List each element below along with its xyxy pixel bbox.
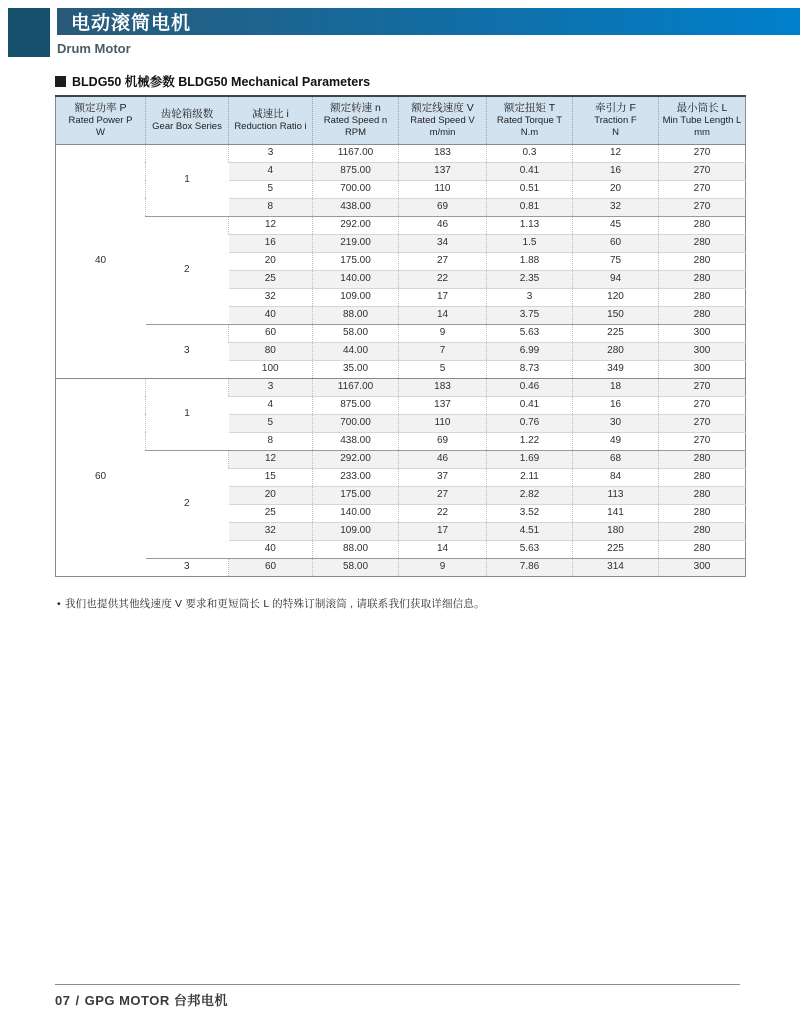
table-cell: 270 [659, 432, 746, 450]
footnote [57, 596, 485, 611]
table-cell: 300 [659, 342, 746, 360]
table-row [56, 558, 746, 576]
table-cell: 700.00 [313, 414, 399, 432]
gearbox-series-cell: 3 [146, 324, 229, 378]
table-cell: 2.35 [487, 270, 573, 288]
table-cell: 0.81 [487, 198, 573, 216]
table-cell: 69 [399, 198, 487, 216]
table-cell: 68 [573, 450, 659, 468]
gearbox-series-cell: 1 [146, 144, 229, 216]
table-cell: 3.75 [487, 306, 573, 324]
brand-color-square [8, 8, 50, 57]
table-header-cell: 额定扭矩 T Rated Torque T N.m [487, 96, 573, 144]
table-cell: 27 [399, 252, 487, 270]
table-cell: 25 [229, 504, 313, 522]
table-cell: 14 [399, 306, 487, 324]
table-cell: 1.13 [487, 216, 573, 234]
table-cell: 0.3 [487, 144, 573, 162]
table-cell: 80 [229, 342, 313, 360]
footer-divider [55, 984, 740, 985]
table-cell: 349 [573, 360, 659, 378]
footer [55, 990, 228, 1009]
table-row [56, 450, 746, 468]
table-cell: 438.00 [313, 432, 399, 450]
table-cell: 18 [573, 378, 659, 396]
section-heading-text: BLDG50 机械参数 BLDG50 Mechanical Parameters [72, 75, 371, 89]
table-cell: 12 [229, 216, 313, 234]
table-cell: 9 [399, 324, 487, 342]
table-cell: 30 [573, 414, 659, 432]
table-cell: 60 [229, 558, 313, 576]
table-cell: 32 [229, 522, 313, 540]
table-cell: 12 [229, 450, 313, 468]
table-cell: 60 [229, 324, 313, 342]
parameters-table [55, 95, 746, 577]
table-cell: 100 [229, 360, 313, 378]
table-cell: 4 [229, 396, 313, 414]
table-cell: 280 [659, 234, 746, 252]
table-cell: 94 [573, 270, 659, 288]
table-cell: 14 [399, 540, 487, 558]
table-cell: 6.99 [487, 342, 573, 360]
table-cell: 109.00 [313, 288, 399, 306]
table-cell: 69 [399, 432, 487, 450]
table-cell: 110 [399, 414, 487, 432]
table-cell: 20 [573, 180, 659, 198]
table-cell: 270 [659, 378, 746, 396]
table-cell: 40 [229, 540, 313, 558]
table-cell: 270 [659, 198, 746, 216]
table-cell: 280 [659, 468, 746, 486]
table-cell: 58.00 [313, 558, 399, 576]
table-cell: 292.00 [313, 216, 399, 234]
table-cell: 17 [399, 288, 487, 306]
table-cell: 270 [659, 396, 746, 414]
table-cell: 40 [229, 306, 313, 324]
table-cell: 109.00 [313, 522, 399, 540]
table-cell: 137 [399, 162, 487, 180]
rated-power-cell: 40 [56, 144, 146, 378]
table-cell: 16 [573, 162, 659, 180]
table-cell: 280 [659, 216, 746, 234]
table-cell: 113 [573, 486, 659, 504]
gearbox-series-cell: 2 [146, 216, 229, 324]
table-cell: 32 [573, 198, 659, 216]
table-cell: 3 [229, 378, 313, 396]
table-cell: 0.41 [487, 396, 573, 414]
section-heading [55, 72, 370, 90]
table-cell: 875.00 [313, 162, 399, 180]
table-cell: 60 [573, 234, 659, 252]
table-cell: 141 [573, 504, 659, 522]
table-header-cell: 额定线速度 V Rated Speed V m/min [399, 96, 487, 144]
table-cell: 5 [229, 180, 313, 198]
table-cell: 270 [659, 414, 746, 432]
table-cell: 3.52 [487, 504, 573, 522]
table-cell: 1.5 [487, 234, 573, 252]
table-cell: 88.00 [313, 306, 399, 324]
table-cell: 280 [659, 540, 746, 558]
table-cell: 280 [659, 486, 746, 504]
table-cell: 44.00 [313, 342, 399, 360]
table-cell: 0.51 [487, 180, 573, 198]
table-cell: 280 [659, 504, 746, 522]
table-cell: 300 [659, 360, 746, 378]
table-cell: 225 [573, 324, 659, 342]
table-cell: 300 [659, 324, 746, 342]
table-cell: 183 [399, 144, 487, 162]
table-cell: 7.86 [487, 558, 573, 576]
table-cell: 15 [229, 468, 313, 486]
page-number: 07 [55, 993, 71, 1008]
gearbox-series-cell: 2 [146, 450, 229, 558]
table-cell: 25 [229, 270, 313, 288]
table-cell: 280 [573, 342, 659, 360]
table-cell: 20 [229, 486, 313, 504]
table-header-cell: 减速比 i Reduction Ratio i [229, 96, 313, 144]
table-header-cell: 额定功率 P Rated Power P W [56, 96, 146, 144]
table-cell: 58.00 [313, 324, 399, 342]
table-cell: 8.73 [487, 360, 573, 378]
table-cell: 140.00 [313, 504, 399, 522]
table-cell: 270 [659, 180, 746, 198]
table-cell: 233.00 [313, 468, 399, 486]
square-bullet-icon [55, 76, 66, 87]
table-cell: 22 [399, 504, 487, 522]
table-cell: 9 [399, 558, 487, 576]
table-cell: 137 [399, 396, 487, 414]
table-cell: 1.88 [487, 252, 573, 270]
table-cell: 314 [573, 558, 659, 576]
table-cell: 183 [399, 378, 487, 396]
table-cell: 150 [573, 306, 659, 324]
table-cell: 27 [399, 486, 487, 504]
table-cell: 270 [659, 144, 746, 162]
table-cell: 88.00 [313, 540, 399, 558]
table-header [56, 96, 746, 144]
table-cell: 280 [659, 252, 746, 270]
footer-brand: GPG MOTOR 台邦电机 [84, 993, 228, 1008]
table-cell: 46 [399, 216, 487, 234]
table-cell: 12 [573, 144, 659, 162]
page-title: 电动滚筒电机 [71, 13, 192, 34]
table-cell: 5 [229, 414, 313, 432]
table-cell: 225 [573, 540, 659, 558]
table-cell: 875.00 [313, 396, 399, 414]
table-cell: 180 [573, 522, 659, 540]
table-cell: 49 [573, 432, 659, 450]
table-cell: 0.76 [487, 414, 573, 432]
table-cell: 37 [399, 468, 487, 486]
table-row [56, 144, 746, 162]
table-row [56, 216, 746, 234]
table-cell: 270 [659, 162, 746, 180]
footnote-text: 我们也提供其他线速度 V 要求和更短筒长 L 的特殊订制滚筒 , 请联系我们获取详细信息。 [64, 598, 485, 610]
table-cell: 34 [399, 234, 487, 252]
page-subtitle: Drum Motor [57, 41, 131, 56]
table-cell: 20 [229, 252, 313, 270]
table-cell: 0.41 [487, 162, 573, 180]
table-cell: 22 [399, 270, 487, 288]
table-cell: 5.63 [487, 324, 573, 342]
table-cell: 0.46 [487, 378, 573, 396]
table-cell: 280 [659, 522, 746, 540]
table-cell: 280 [659, 288, 746, 306]
table-cell: 16 [573, 396, 659, 414]
table-cell: 280 [659, 270, 746, 288]
table-cell: 35.00 [313, 360, 399, 378]
table-row [56, 378, 746, 396]
gearbox-series-cell: 3 [146, 558, 229, 576]
table-cell: 120 [573, 288, 659, 306]
table-cell: 110 [399, 180, 487, 198]
table-cell: 280 [659, 306, 746, 324]
table-cell: 280 [659, 450, 746, 468]
table-cell: 2.82 [487, 486, 573, 504]
table-cell: 175.00 [313, 486, 399, 504]
table-cell: 438.00 [313, 198, 399, 216]
table-cell: 17 [399, 522, 487, 540]
table-cell: 1167.00 [313, 144, 399, 162]
table-cell: 175.00 [313, 252, 399, 270]
table-cell: 700.00 [313, 180, 399, 198]
table-cell: 4 [229, 162, 313, 180]
table-cell: 8 [229, 432, 313, 450]
table-cell: 84 [573, 468, 659, 486]
table-header-cell: 最小筒长 L Min Tube Length L mm [659, 96, 746, 144]
table-cell: 16 [229, 234, 313, 252]
table-header-cell: 额定转速 n Rated Speed n RPM [313, 96, 399, 144]
table-cell: 7 [399, 342, 487, 360]
table-cell: 1.22 [487, 432, 573, 450]
table-cell: 8 [229, 198, 313, 216]
table-cell: 300 [659, 558, 746, 576]
table-cell: 45 [573, 216, 659, 234]
table-row [56, 324, 746, 342]
table-cell: 1.69 [487, 450, 573, 468]
footer-separator: / [75, 993, 80, 1008]
rated-power-cell: 60 [56, 378, 146, 576]
table-cell: 3 [229, 144, 313, 162]
table-cell: 140.00 [313, 270, 399, 288]
table-cell: 4.51 [487, 522, 573, 540]
table-body [56, 144, 746, 576]
table-cell: 75 [573, 252, 659, 270]
table-header-cell: 齿轮箱级数 Gear Box Series [146, 96, 229, 144]
footnote-bullet: • [57, 598, 61, 610]
table-cell: 5 [399, 360, 487, 378]
table-cell: 3 [487, 288, 573, 306]
table-cell: 5.63 [487, 540, 573, 558]
page-title-bar [57, 8, 800, 35]
table-cell: 46 [399, 450, 487, 468]
table-cell: 32 [229, 288, 313, 306]
table-cell: 1167.00 [313, 378, 399, 396]
table-cell: 292.00 [313, 450, 399, 468]
gearbox-series-cell: 1 [146, 378, 229, 450]
table-header-cell: 牵引力 F Traction F N [573, 96, 659, 144]
table-cell: 2.11 [487, 468, 573, 486]
table-cell: 219.00 [313, 234, 399, 252]
